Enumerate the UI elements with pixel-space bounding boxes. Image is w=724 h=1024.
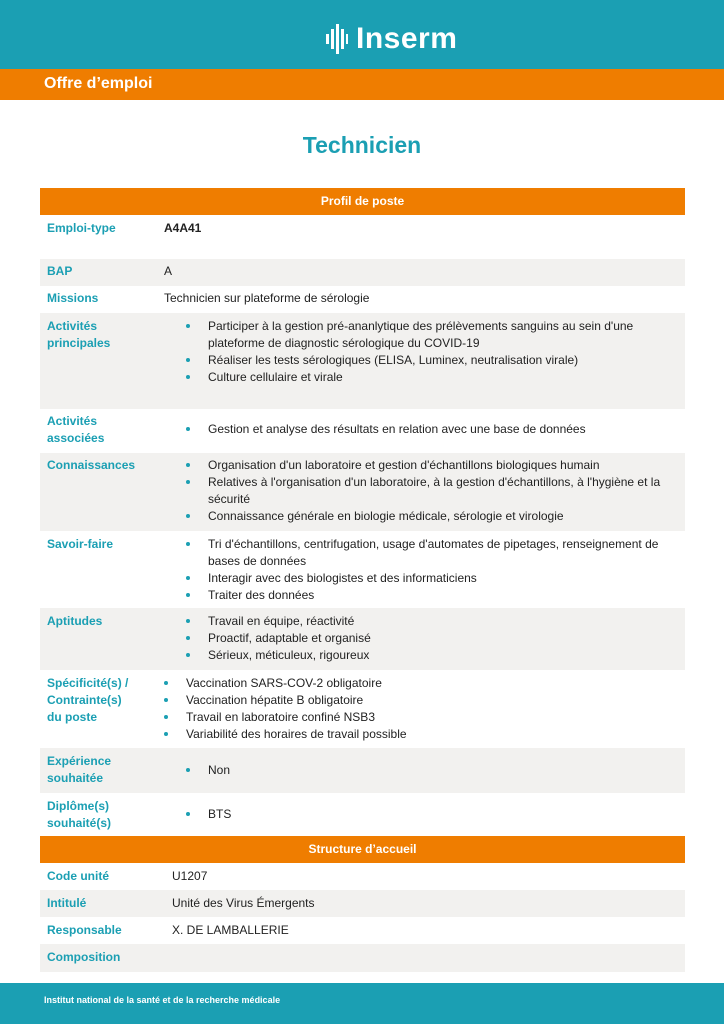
- offer-banner: [0, 69, 724, 100]
- row-label: Diplôme(s) souhaité(s): [47, 799, 112, 830]
- row-label: Expérience souhaitée: [47, 754, 112, 785]
- page-title: Technicien: [302, 132, 422, 158]
- list-item: Travail en laboratoire confiné NSB3: [164, 709, 674, 726]
- row-composition: [40, 944, 685, 972]
- offer-label: Offre d’emploi: [44, 75, 153, 92]
- row-value: A: [164, 264, 173, 278]
- row-label: Aptitudes: [47, 614, 103, 628]
- list-item: Organisation d'un laboratoire et gestion d'échantillons biologiques humain: [186, 457, 676, 474]
- list-item: Traiter des données: [186, 587, 676, 604]
- list-item: Tri d'échantillons, centrifugation, usage d'automates de pipetages, renseignement de bases de données: [186, 536, 676, 570]
- bullet-list: [186, 421, 676, 438]
- row-label: Code unité: [47, 869, 109, 883]
- row-label: Spécificité(s) / Contrainte(s) du poste: [47, 676, 129, 724]
- row-activites-principales: [40, 313, 685, 409]
- row-label: BAP: [47, 264, 73, 278]
- row-value: A4A41: [164, 221, 202, 235]
- list-item: Interagir avec des biologistes et des informaticiens: [186, 570, 676, 587]
- row-aptitudes: [40, 608, 685, 670]
- list-item: Sérieux, méticuleux, rigoureux: [186, 647, 676, 664]
- row-label: Intitulé: [47, 896, 87, 910]
- bullet-list: [186, 806, 676, 823]
- inserm-logo: [326, 22, 457, 56]
- row-label: Missions: [47, 291, 99, 305]
- bullet-list: [186, 457, 676, 525]
- row-label: Emploi-type: [47, 221, 116, 235]
- row-label: Connaissances: [47, 458, 136, 472]
- list-item: Vaccination SARS-COV-2 obligatoire: [164, 675, 674, 692]
- footer-bar: [0, 983, 724, 1024]
- row-diplome: [40, 793, 685, 836]
- row-label: Composition: [47, 950, 121, 964]
- bullet-list: [186, 536, 676, 604]
- row-specificites: [40, 670, 685, 748]
- list-item: Relatives à l'organisation d'un laboratoire, à la gestion d'échantillons, à l'hygiène et la sécurité: [186, 474, 676, 508]
- list-item: BTS: [186, 806, 676, 823]
- row-value: Unité des Virus Émergents: [172, 896, 315, 910]
- bullet-list: [186, 613, 676, 664]
- section-header-structure: Structure d’accueil: [40, 836, 685, 863]
- row-bap: [40, 259, 685, 286]
- inserm-logo-icon: [326, 24, 348, 54]
- list-item: Travail en équipe, réactivité: [186, 613, 676, 630]
- list-item: Vaccination hépatite B obligatoire: [164, 692, 674, 709]
- bullet-list: [164, 675, 674, 743]
- list-item: Gestion et analyse des résultats en relation avec une base de données: [186, 421, 676, 438]
- row-intitule: [40, 890, 685, 917]
- footer-text: Institut national de la santé et de la recherche médicale: [44, 995, 281, 1005]
- row-activites-associees: [40, 409, 685, 453]
- list-item: Proactif, adaptable et organisé: [186, 630, 676, 647]
- row-value: X. DE LAMBALLERIE: [172, 923, 289, 937]
- header-bar: [0, 0, 724, 69]
- logo-text: Inserm: [356, 22, 458, 55]
- list-item: Variabilité des horaires de travail possible: [164, 726, 674, 743]
- row-savoir-faire: [40, 531, 685, 608]
- list-item: Participer à la gestion pré-ananlytique des prélèvements sanguins au sein d'une plateforme de diagnostic sérologique du COVID-19: [186, 318, 676, 352]
- list-item: Réaliser les tests sérologiques (ELISA, Luminex, neutralisation virale): [186, 352, 676, 369]
- row-experience: [40, 748, 685, 793]
- row-value: U1207: [172, 869, 208, 883]
- row-label: Savoir-faire: [47, 537, 114, 551]
- row-label: Responsable: [47, 923, 122, 937]
- bullet-list: [186, 318, 676, 386]
- row-connaissances: [40, 453, 685, 531]
- section-header-profil: Profil de poste: [40, 188, 685, 215]
- bullet-list: [186, 762, 676, 779]
- list-item: Non: [186, 762, 676, 779]
- row-missions: [40, 286, 685, 313]
- list-item: Connaissance générale en biologie médicale, sérologie et virologie: [186, 508, 676, 525]
- row-label: Activités associées: [47, 414, 105, 445]
- row-responsable: [40, 917, 685, 944]
- row-emploi-type: [40, 215, 685, 259]
- row-value: Technicien sur plateforme de sérologie: [164, 291, 370, 305]
- row-code-unite: [40, 863, 685, 890]
- row-label: Activités principales: [47, 319, 111, 350]
- list-item: Culture cellulaire et virale: [186, 369, 676, 386]
